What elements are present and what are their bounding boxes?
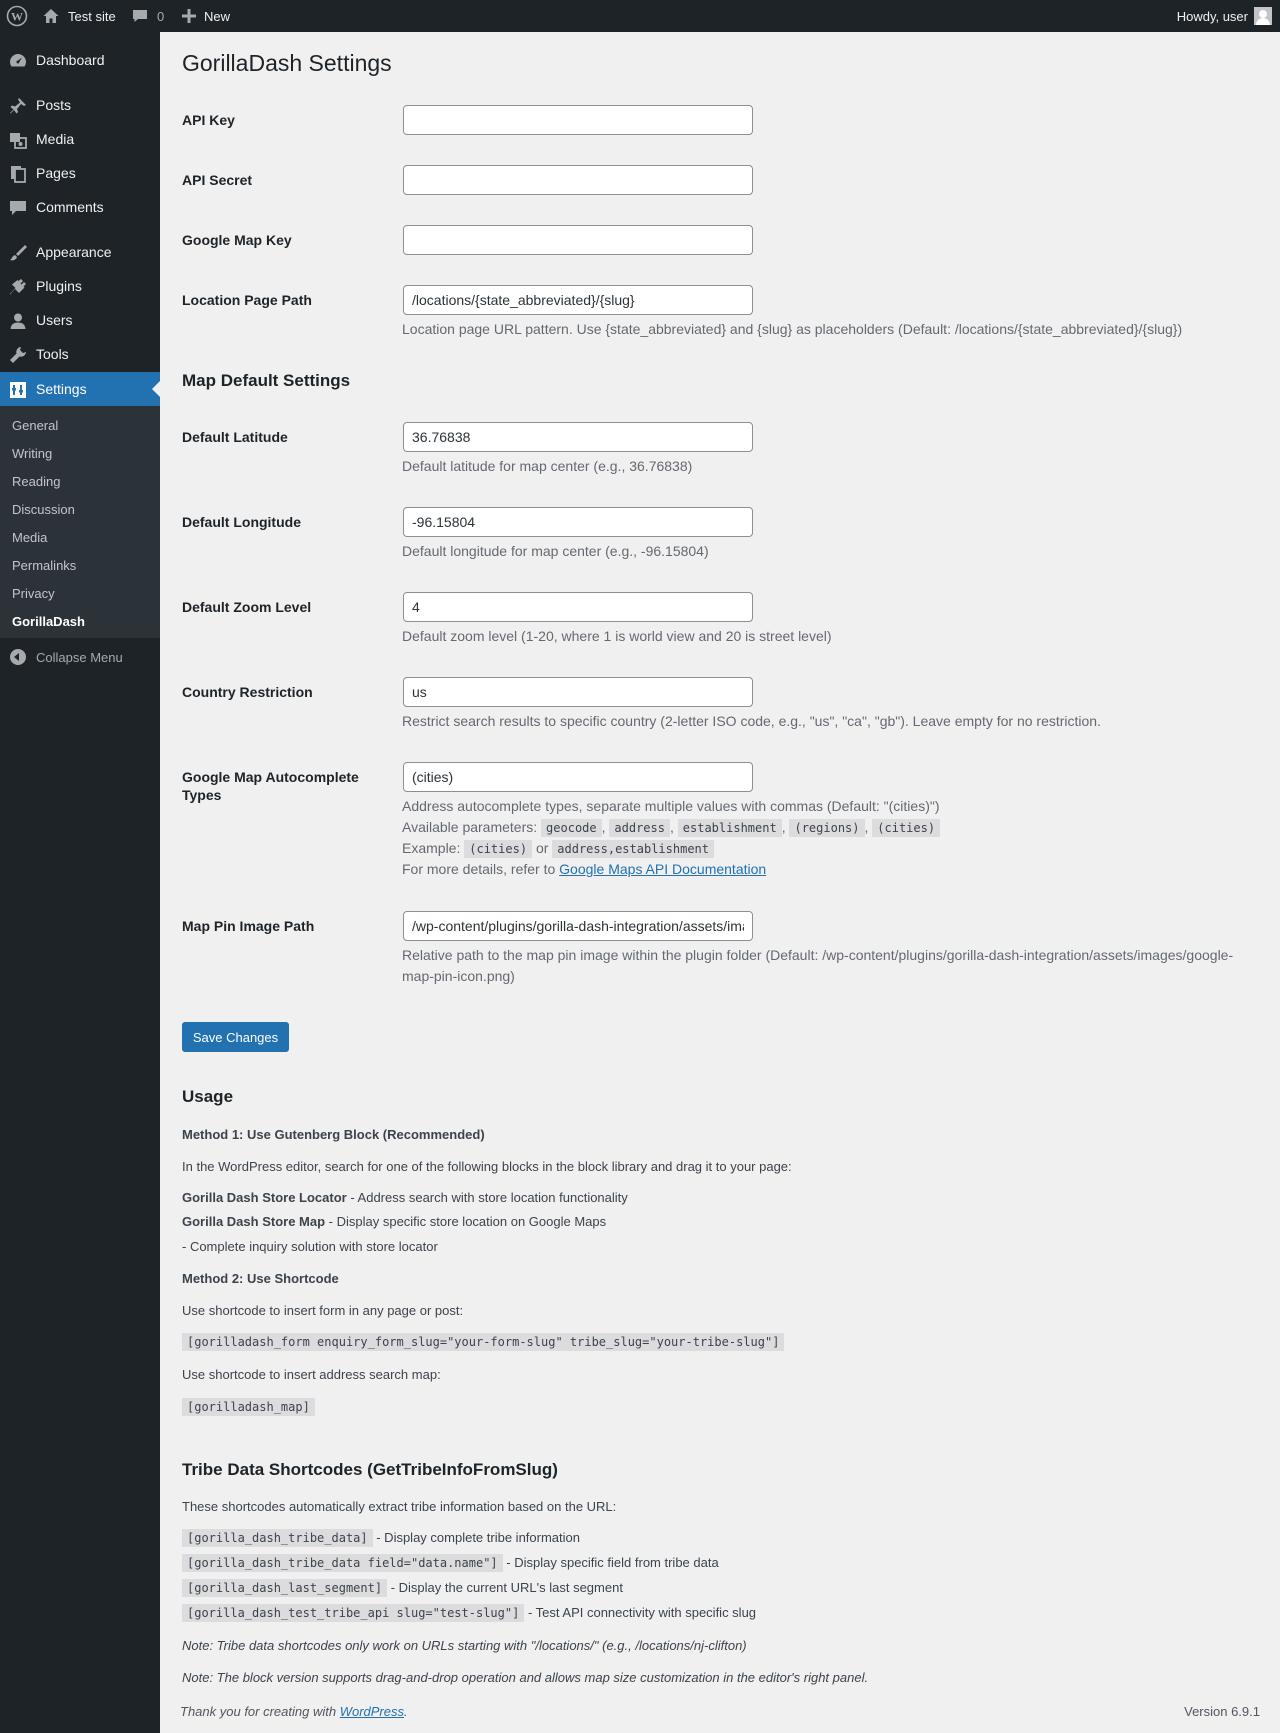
page-title: GorillaDash Settings	[182, 50, 392, 76]
footer-thanks-text: Thank you for creating with	[180, 1704, 340, 1719]
tribe-shortcode-code: [gorilla_dash_tribe_data field="data.name"]	[182, 1554, 503, 1572]
method2-description: Use shortcode to insert form in any page or post:	[182, 1303, 464, 1318]
tribe-note: Note: Tribe data shortcodes only work on URLs starting with "/locations/" (e.g., /locations/nj-clifton)	[182, 1638, 747, 1653]
map-shortcode-description: Use shortcode to insert address search map:	[182, 1367, 441, 1382]
block-note: Note: The block version supports drag-and-drop operation and allows map size customization in the editor's right panel.	[182, 1670, 869, 1685]
default-zoom-input[interactable]	[403, 592, 753, 622]
new-label: New	[204, 8, 231, 24]
block-name: Gorilla Dash Store Locator	[182, 1190, 347, 1205]
country-restriction-label: Country Restriction	[182, 684, 313, 700]
default-latitude-label: Default Latitude	[182, 429, 288, 445]
block-name: Gorilla Dash Store Map	[182, 1214, 326, 1229]
comments-link[interactable]	[132, 0, 164, 32]
sidebar-item-label: Tools	[36, 346, 69, 362]
footer-thanks	[180, 1704, 408, 1719]
site-name-link[interactable]	[42, 0, 116, 32]
sidebar-item-users[interactable]	[0, 303, 160, 337]
sidebar-item-label: Dashboard	[36, 52, 105, 68]
default-latitude-description: Default latitude for map center (e.g., 36.76838)	[402, 458, 693, 474]
google-maps-api-docs-link[interactable]: Google Maps API Documentation	[559, 861, 767, 877]
submenu-general[interactable]: General	[12, 418, 59, 433]
shortcode-map	[182, 1398, 315, 1416]
tribe-shortcode-desc: - Display the current URL's last segment	[387, 1580, 623, 1595]
comment-icon	[132, 8, 148, 24]
sidebar-item-tools[interactable]	[0, 337, 160, 371]
google-map-key-label: Google Map Key	[182, 232, 292, 248]
example-code: (cities)	[464, 840, 532, 858]
param-code: establishment	[678, 819, 782, 837]
default-latitude-input[interactable]	[403, 422, 753, 452]
footer-thanks-suffix: .	[404, 1704, 408, 1719]
autocomplete-types-label: Google Map Autocomplete Types	[182, 769, 359, 804]
location-page-path-input[interactable]	[403, 285, 753, 315]
avatar	[1254, 7, 1272, 25]
api-key-label: API Key	[182, 112, 235, 128]
footer-version: Version 6.9.1	[1184, 1704, 1260, 1719]
block-desc: - Display specific store location on Google Maps	[325, 1214, 607, 1229]
site-name: Test site	[68, 8, 116, 24]
sidebar-item-media[interactable]	[0, 122, 160, 156]
default-longitude-description: Default longitude for map center (e.g., -96.15804)	[402, 543, 709, 559]
plus-icon	[182, 9, 196, 23]
method1-heading	[182, 1126, 485, 1144]
submenu-media[interactable]: Media	[12, 530, 48, 545]
settings-icon	[8, 380, 28, 400]
sidebar-item-label: Users	[36, 312, 73, 328]
tribe-shortcodes-description: These shortcodes automatically extract tribe information based on the URL:	[182, 1499, 617, 1514]
pin-icon	[8, 96, 28, 116]
sidebar-item-pages[interactable]	[0, 156, 160, 190]
sidebar-item-label: Comments	[36, 199, 104, 215]
submenu-privacy[interactable]: Privacy	[12, 586, 55, 601]
default-zoom-label: Default Zoom Level	[182, 599, 312, 615]
autocomplete-available-params: Available parameters: geocode , address , establishment , (regions) , (cities)	[402, 817, 940, 839]
howdy-text: Howdy, user	[1176, 8, 1248, 24]
settings-submenu	[0, 406, 160, 638]
example-code: address,establishment	[552, 840, 714, 858]
autocomplete-types-input[interactable]	[403, 762, 753, 792]
dashboard-icon	[8, 51, 28, 71]
tribe-shortcode-item	[182, 1579, 623, 1597]
block-inquiry: - Complete inquiry solution with store locator	[182, 1239, 438, 1254]
param-code: (regions)	[789, 819, 864, 837]
tribe-shortcode-code: [gorilla_dash_last_segment]	[182, 1579, 387, 1597]
tribe-shortcode-code: [gorilla_dash_test_tribe_api slug="test-slug"]	[182, 1604, 524, 1622]
submenu-writing[interactable]: Writing	[12, 446, 53, 461]
submenu-permalinks[interactable]: Permalinks	[12, 558, 77, 573]
sidebar-item-label: Media	[36, 131, 75, 147]
method1-description: In the WordPress editor, search for one of the following blocks in the block library and drag it to your page:	[182, 1159, 792, 1174]
new-content-link[interactable]	[182, 0, 230, 32]
tribe-shortcode-item	[182, 1604, 756, 1622]
location-page-path-description: Location page URL pattern. Use {state_abbreviated} and {slug} as placeholders (Default: /locations/{state_abbreviated}/{slug})	[402, 321, 1183, 337]
tribe-shortcode-desc: - Test API connectivity with specific slug	[524, 1605, 757, 1620]
example-label: Example:	[402, 840, 461, 856]
map-pin-path-label: Map Pin Image Path	[182, 918, 315, 934]
shortcode-form	[182, 1333, 784, 1351]
collapse-menu-button[interactable]	[0, 641, 160, 675]
home-icon	[42, 7, 60, 25]
sidebar-item-label: Settings	[36, 381, 87, 397]
api-key-input[interactable]	[403, 105, 753, 135]
brush-icon	[8, 243, 28, 263]
sidebar-item-settings[interactable]	[0, 372, 160, 406]
submenu-gorilladash[interactable]: GorillaDash	[12, 614, 85, 629]
more-details-text: For more details, refer to	[402, 861, 556, 877]
method2-title: Method 2: Use Shortcode	[182, 1271, 339, 1286]
shortcode-form-code: [gorilladash_form enquiry_form_slug="your-form-slug" tribe_slug="your-tribe-slug"]	[182, 1333, 784, 1351]
default-longitude-input[interactable]	[403, 507, 753, 537]
param-code: address	[609, 819, 670, 837]
tribe-shortcode-desc: - Display complete tribe information	[372, 1530, 580, 1545]
plug-icon	[8, 277, 28, 297]
example-or: or	[535, 840, 549, 856]
sidebar-item-label: Pages	[36, 165, 76, 181]
submenu-discussion[interactable]: Discussion	[12, 502, 75, 517]
save-changes-button[interactable]: Save Changes	[182, 1022, 289, 1052]
autocomplete-types-description: Address autocomplete types, separate multiple values with commas (Default: "(cities)")	[402, 798, 940, 814]
default-zoom-description: Default zoom level (1-20, where 1 is world view and 20 is street level)	[402, 628, 832, 644]
collapse-arrow-icon	[10, 649, 26, 665]
sidebar-item-label: Appearance	[36, 244, 112, 260]
api-secret-input[interactable]	[403, 165, 753, 195]
tribe-shortcode-item	[182, 1554, 719, 1572]
default-longitude-label: Default Longitude	[182, 514, 301, 530]
api-secret-label: API Secret	[182, 172, 253, 188]
pages-icon	[8, 164, 28, 184]
wordpress-link[interactable]: WordPress	[339, 1704, 404, 1719]
admin-sidebar	[0, 32, 160, 1733]
block-desc: - Address search with store location functionality	[346, 1190, 628, 1205]
map-pin-path-description-line2: map-pin-icon.png)	[402, 968, 515, 984]
map-pin-path-input[interactable]	[403, 911, 753, 941]
collapse-label: Collapse Menu	[36, 650, 123, 665]
usage-heading: Usage	[182, 1087, 234, 1106]
country-restriction-input[interactable]	[403, 677, 753, 707]
comments-count: 0	[157, 8, 165, 24]
sidebar-item-dashboard[interactable]	[0, 43, 160, 77]
available-params-label: Available parameters:	[402, 819, 538, 835]
sidebar-item-label: Plugins	[36, 278, 82, 294]
my-account-link[interactable]	[1177, 0, 1272, 32]
sidebar-item-plugins[interactable]	[0, 269, 160, 303]
user-icon	[8, 311, 28, 331]
tribe-shortcodes-heading: Tribe Data Shortcodes (GetTribeInfoFromSlug)	[182, 1460, 558, 1479]
media-icon	[8, 130, 28, 150]
tribe-shortcode-item	[182, 1529, 580, 1547]
autocomplete-example	[402, 838, 714, 860]
google-map-key-input[interactable]	[403, 225, 753, 255]
country-restriction-description: Restrict search results to specific country (2-letter ISO code, e.g., "us", "ca", "gb"). Leave empty for no restriction.	[402, 713, 1101, 729]
param-code: (cities)	[872, 819, 940, 837]
block-store-map	[182, 1213, 606, 1231]
block-store-locator	[182, 1189, 628, 1207]
submenu-reading[interactable]: Reading	[12, 474, 61, 489]
svg-text:W: W	[11, 9, 23, 24]
tribe-shortcode-code: [gorilla_dash_tribe_data]	[182, 1529, 373, 1547]
autocomplete-more-details	[402, 859, 766, 880]
sidebar-item-appearance[interactable]	[0, 235, 160, 269]
location-page-path-label: Location Page Path	[182, 292, 312, 308]
map-pin-path-description-line1: Relative path to the map pin image within the plugin folder (Default: /wp-content/plugins/gorilla-dash-integration/assets/images/google-	[402, 947, 1234, 963]
wordpress-logo-icon[interactable]	[6, 0, 28, 32]
shortcode-map-code: [gorilladash_map]	[182, 1398, 315, 1416]
sidebar-item-posts[interactable]	[0, 88, 160, 122]
tribe-shortcode-desc: - Display specific field from tribe data	[502, 1555, 719, 1570]
comment-icon	[8, 198, 28, 218]
method1-title: Method 1: Use Gutenberg Block (Recommended)	[182, 1127, 485, 1142]
sidebar-item-comments[interactable]	[0, 190, 160, 224]
wrench-icon	[8, 345, 28, 365]
sidebar-item-label: Posts	[36, 97, 72, 113]
admin-bar	[0, 0, 1280, 32]
method2-heading	[182, 1270, 339, 1288]
param-code: geocode	[541, 819, 602, 837]
map-default-settings-heading: Map Default Settings	[182, 371, 351, 390]
